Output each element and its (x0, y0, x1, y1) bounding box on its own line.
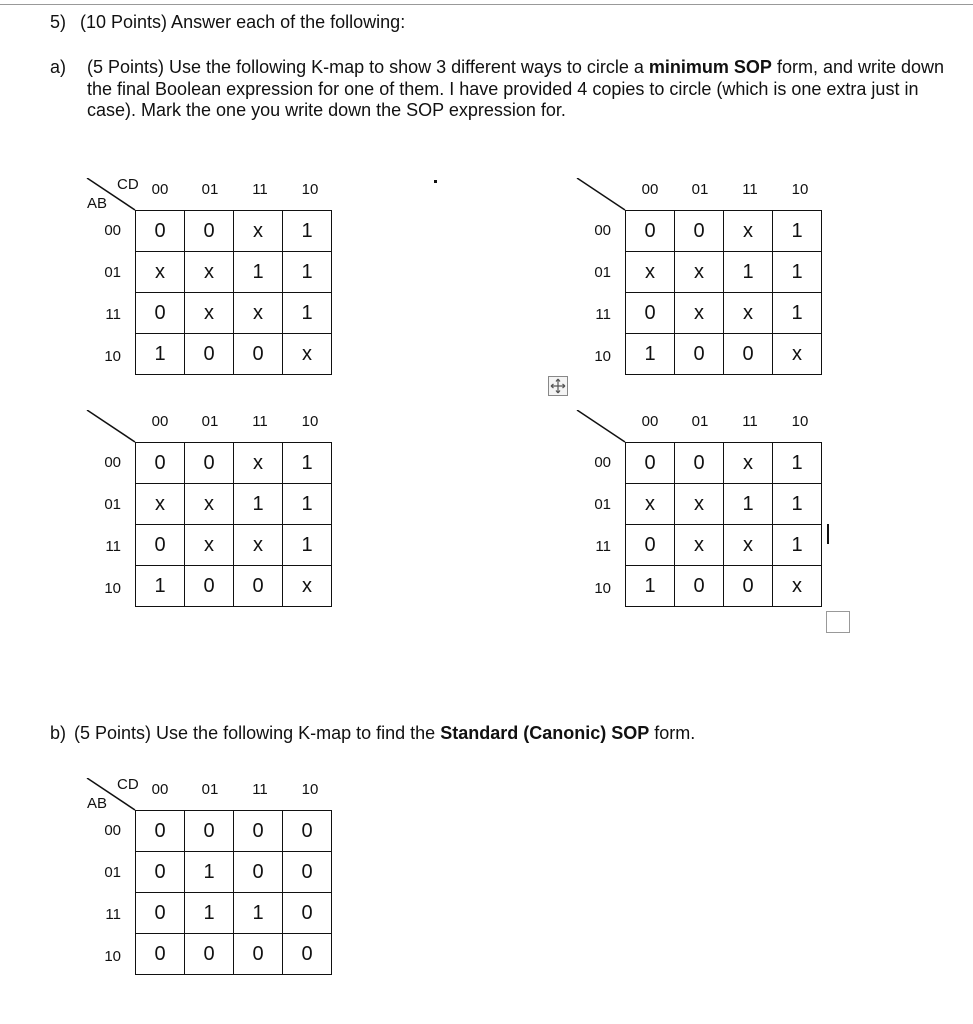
kmap-cell: 0 (185, 334, 234, 375)
kmap-b (85, 778, 345, 1008)
move-handle-icon[interactable] (548, 376, 568, 396)
kmap-a-copy-4 (575, 410, 835, 640)
kmap-cell: 0 (675, 566, 724, 607)
part-b-text-start: (5 Points) Use the following K-map to find the (74, 723, 441, 743)
kmap-a-copy-1 (85, 178, 345, 408)
kmap-cell: x (185, 525, 234, 566)
stray-dot (434, 180, 437, 183)
kmap-cell: 0 (626, 293, 675, 334)
kmap-cell: x (675, 252, 724, 293)
kmap-grid (135, 810, 332, 975)
kmap-cell: 0 (283, 852, 332, 893)
kmap-cell: 0 (136, 443, 185, 484)
kmap-a-copy-3 (85, 410, 345, 640)
kmap-row (626, 334, 822, 375)
kmap-row (626, 566, 822, 607)
kmap-grid (135, 210, 332, 375)
kmap-row (136, 252, 332, 293)
kmap-cell: x (724, 443, 773, 484)
kmap-row-header: 10 (594, 348, 611, 365)
kmap-row (136, 811, 332, 852)
kmap-ab-label: AB (87, 195, 108, 212)
kmap-cell: 0 (136, 852, 185, 893)
kmap-cell: 1 (724, 252, 773, 293)
text-cursor (827, 524, 829, 544)
kmap-cell: 1 (283, 293, 332, 334)
kmap-cell: 1 (234, 252, 283, 293)
kmap-cell: 1 (626, 334, 675, 375)
kmap-col-header: 11 (742, 181, 758, 198)
kmap-row-header: 00 (594, 454, 611, 471)
part-a-label: a) (50, 57, 67, 77)
kmap-cell: x (283, 334, 332, 375)
part-b-bold: Standard (Canonic) SOP (440, 723, 650, 743)
kmap-row (136, 293, 332, 334)
kmap-cell: x (675, 293, 724, 334)
kmap-col-header: 01 (691, 413, 709, 430)
kmap-cell: 1 (773, 211, 822, 252)
kmap-row-header: 10 (104, 580, 121, 597)
top-border (0, 0, 973, 5)
kmap-cell: x (234, 525, 283, 566)
question-title (50, 12, 405, 33)
kmap-col-header: 11 (252, 781, 268, 798)
kmap-cell: 1 (626, 566, 675, 607)
kmap-row (626, 252, 822, 293)
kmap-cell: 1 (283, 211, 332, 252)
kmap-cell: x (773, 334, 822, 375)
kmap-row-header: 11 (105, 306, 121, 323)
kmap-row-header: 00 (104, 222, 121, 239)
kmap-grid (135, 442, 332, 607)
kmap-col-header: 00 (151, 781, 169, 798)
kmap-cell: 0 (185, 211, 234, 252)
kmap-col-header: 01 (201, 181, 219, 198)
kmap-row-header: 01 (594, 264, 611, 281)
kmap-row (136, 484, 332, 525)
kmap-row-header: 01 (104, 864, 121, 881)
kmap-cell: x (234, 293, 283, 334)
resize-handle-icon[interactable] (826, 611, 850, 633)
kmap-cell: x (234, 443, 283, 484)
kmap-row (626, 443, 822, 484)
kmap-col-header: 11 (742, 413, 758, 430)
kmap-grid (625, 442, 822, 607)
part-a-text-end: form, and write down the final Boolean expression for one of them. I have provided 4 copies to circle (which is one extra just in case). Mark the one you write down the SOP expression for. (87, 57, 945, 120)
kmap-cell: 1 (773, 252, 822, 293)
kmap-cell: 1 (283, 525, 332, 566)
kmap-row-header: 00 (104, 822, 121, 839)
kmap-cell: x (185, 252, 234, 293)
kmap-cell: 0 (675, 211, 724, 252)
kmap-cell: 0 (136, 811, 185, 852)
kmap-cell: 0 (234, 934, 283, 975)
kmap-cell: 0 (626, 211, 675, 252)
kmap-row-header: 01 (104, 264, 121, 281)
question-title-text: (10 Points) Answer each of the following: (80, 12, 406, 32)
kmap-cell: 1 (185, 852, 234, 893)
kmap-cell: 0 (283, 934, 332, 975)
kmap-cell: x (626, 252, 675, 293)
kmap-row (626, 211, 822, 252)
kmap-cell: 0 (675, 334, 724, 375)
kmap-row-header: 11 (105, 906, 121, 923)
kmap-col-header: 10 (791, 413, 809, 430)
kmap-cell: 0 (234, 566, 283, 607)
kmap-row (136, 443, 332, 484)
kmap-cell: x (675, 525, 724, 566)
kmap-cell: x (185, 484, 234, 525)
kmap-col-header: 10 (301, 781, 319, 798)
kmap-cell: x (724, 211, 773, 252)
kmap-col-header: 01 (691, 181, 709, 198)
kmap-cell: 0 (185, 934, 234, 975)
kmap-row (136, 852, 332, 893)
kmap-cell: 1 (283, 484, 332, 525)
kmap-cell: 0 (185, 811, 234, 852)
part-a-text (87, 57, 947, 122)
kmap-cell: 0 (234, 811, 283, 852)
kmap-cell: 1 (234, 893, 283, 934)
kmap-cell: 1 (283, 252, 332, 293)
kmap-cell: x (675, 484, 724, 525)
kmap-col-header: 10 (791, 181, 809, 198)
kmap-cell: 0 (234, 852, 283, 893)
kmap-row (136, 893, 332, 934)
kmap-cell: 0 (136, 934, 185, 975)
kmap-cell: 1 (773, 525, 822, 566)
kmap-cell: x (283, 566, 332, 607)
kmap-row-header: 10 (594, 580, 611, 597)
kmap-cell: x (626, 484, 675, 525)
kmap-cell: 1 (283, 443, 332, 484)
part-b-instructions (50, 723, 695, 744)
kmap-cell: 1 (773, 293, 822, 334)
kmap-col-header: 10 (301, 181, 319, 198)
kmap-cell: x (136, 484, 185, 525)
kmap-cell: 0 (136, 525, 185, 566)
kmap-col-header: 11 (252, 413, 268, 430)
kmap-row (626, 484, 822, 525)
kmap-col-header: 00 (151, 181, 169, 198)
kmap-row (136, 934, 332, 975)
kmap-cd-label: CD (117, 776, 139, 793)
kmap-row-header: 01 (594, 496, 611, 513)
kmap-cd-label: CD (117, 176, 139, 193)
part-b-label: b) (50, 723, 67, 743)
kmap-row-header: 10 (104, 348, 121, 365)
part-b-text-end: form. (649, 723, 696, 743)
kmap-cell: 1 (234, 484, 283, 525)
kmap-row-header: 11 (105, 538, 121, 555)
kmap-cell: 0 (724, 334, 773, 375)
kmap-cell: x (773, 566, 822, 607)
kmap-row (136, 525, 332, 566)
part-a-bold: minimum SOP (648, 57, 772, 77)
kmap-cell: 1 (773, 484, 822, 525)
kmap-row-header: 10 (104, 948, 121, 965)
kmap-cell: 1 (185, 893, 234, 934)
kmap-cell: 0 (185, 443, 234, 484)
kmap-cell: 0 (283, 811, 332, 852)
kmap-cell: 0 (136, 893, 185, 934)
kmap-cell: 0 (283, 893, 332, 934)
kmap-row-header: 01 (104, 496, 121, 513)
kmap-cell: 1 (136, 334, 185, 375)
kmap-col-header: 01 (201, 413, 219, 430)
kmap-cell: x (185, 293, 234, 334)
kmap-row-header: 00 (594, 222, 611, 239)
kmap-cell: 0 (724, 566, 773, 607)
kmap-cell: 0 (185, 566, 234, 607)
kmap-col-header: 00 (641, 413, 659, 430)
kmap-row (136, 566, 332, 607)
part-a-text-start: (5 Points) Use the following K-map to show 3 different ways to circle a (87, 57, 649, 77)
question-number: 5) (50, 12, 67, 32)
kmap-row-header: 11 (595, 538, 611, 555)
kmap-cell: 0 (626, 525, 675, 566)
kmap-cell: 0 (136, 211, 185, 252)
kmap-cell: x (136, 252, 185, 293)
kmap-cell: 0 (136, 293, 185, 334)
kmap-col-header: 00 (151, 413, 169, 430)
kmap-cell: 0 (234, 334, 283, 375)
kmap-row (136, 211, 332, 252)
kmap-cell: 1 (773, 443, 822, 484)
kmap-cell: x (234, 211, 283, 252)
kmap-cell: 1 (724, 484, 773, 525)
kmap-row (136, 334, 332, 375)
kmap-a-copy-2 (575, 178, 835, 408)
kmap-cell: 0 (626, 443, 675, 484)
kmap-cell: x (724, 293, 773, 334)
kmap-row-header: 00 (104, 454, 121, 471)
kmap-row (626, 293, 822, 334)
kmap-ab-label: AB (87, 795, 108, 812)
kmap-row (626, 525, 822, 566)
kmap-col-header: 00 (641, 181, 659, 198)
kmap-col-header: 10 (301, 413, 319, 430)
kmap-cell: 0 (675, 443, 724, 484)
kmap-cell: 1 (136, 566, 185, 607)
kmap-row-header: 11 (595, 306, 611, 323)
kmap-grid (625, 210, 822, 375)
kmap-col-header: 11 (252, 181, 268, 198)
kmap-cell: x (724, 525, 773, 566)
kmap-col-header: 01 (201, 781, 219, 798)
